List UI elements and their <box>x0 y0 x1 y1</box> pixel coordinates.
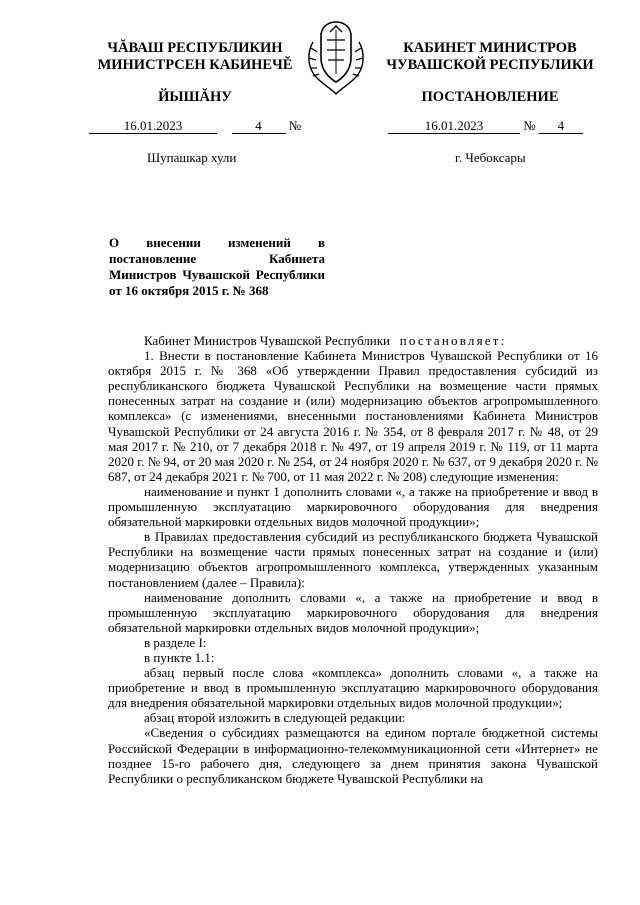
intro-spaced: постановляет: <box>399 333 507 348</box>
intro-lead: Кабинет Министров Чувашской Республики <box>144 333 390 348</box>
body-paragraph: в разделе I: <box>144 634 207 650</box>
body-paragraph: абзац первый после слова «комплекса» дополнить словами «, а также на приобретение и ввод в промышленную эксплуатацию маркировочного оборудования для внедрения обязательной маркировки отдельных видов молочной продукции»; <box>108 665 598 711</box>
left-date: 16.01.2023 <box>89 118 217 134</box>
left-org-line1: ЧĂВАШ РЕСПУБЛИКИН <box>107 40 283 56</box>
chuvash-coat-of-arms-icon <box>299 18 373 98</box>
right-number-sign: № <box>523 118 536 133</box>
right-number: 4 <box>539 118 583 134</box>
left-doc-type: ЙЫШĂНУ <box>158 89 232 105</box>
right-place: г. Чебоксары <box>455 150 526 165</box>
left-org-name <box>70 40 320 74</box>
right-doc-type: ПОСТАНОВЛЕНИЕ <box>421 89 559 105</box>
document-body <box>108 333 598 786</box>
intro-paragraph <box>108 333 598 348</box>
body-paragraph: «Сведения о субсидиях размещаются на едином портале бюджетной системы Российской Федерации в информационно-телекоммуникационной сети «Интернет» не позднее 15-го рабочего дня, следующего за днем принятия закона Чувашской Республики о республиканском бюджете Чувашской Республики на <box>108 725 598 786</box>
left-date-line <box>89 118 301 134</box>
right-date-line <box>388 118 583 134</box>
document-subject: О внесении изменений в постановление Кабинета Министров Чувашской Республики от 16 октября 2015 г. № 368 <box>109 235 325 298</box>
left-number: 4 <box>232 118 286 134</box>
body-paragraph: наименование дополнить словами «, а также на приобретение и ввод в промышленную эксплуатацию маркировочного оборудования для внедрения обязательной маркировки отдельных видов молочной продукции»; <box>108 589 598 635</box>
left-place: Шупашкар хули <box>147 150 237 165</box>
right-date: 16.01.2023 <box>388 118 520 134</box>
body-paragraph: абзац второй изложить в следующей редакции: <box>144 710 406 726</box>
right-org-line1: КАБИНЕТ МИНИСТРОВ <box>403 40 577 56</box>
right-org-name <box>365 40 615 74</box>
right-org-line2: ЧУВАШСКОЙ РЕСПУБЛИКИ <box>386 57 594 73</box>
body-paragraph: в Правилах предоставления субсидий из республиканского бюджета Чувашской Республики на возмещение части прямых понесенных затрат на создание и (или) модернизацию объектов агропромышленного комплекса, утвержденных указанным постановлением (далее – Правила): <box>108 529 598 590</box>
body-paragraph: в пункте 1.1: <box>144 649 215 665</box>
body-paragraph: наименование и пункт 1 дополнить словами «, а также на приобретение и ввод в промышленную эксплуатацию маркировочного оборудования для внедрения обязательной маркировки отдельных видов молочной продукции»; <box>108 483 598 530</box>
left-org-line2: МИНИСТРСЕН КАБИНЕЧĔ <box>97 57 293 73</box>
left-number-sign: № <box>288 118 302 133</box>
body-paragraph: 1. Внести в постановление Кабинета Министров Чувашской Республики от 16 октября 2015 г. № 368 «Об утверждении Правил предоставления субсидий из республиканского бюджета Чувашской Республики на возмещение части прямых понесенных затрат на создание и (или) модернизацию объектов агропромышленного комплекса» (с изменениями, внесенными постановлениями Кабинета Министров Чувашской Республики от 24 августа 2016 г. № 354, от 8 февраля 2017 г. № 48, от 29 мая 2017 г. № 210, от 7 декабря 2018 г. № 497, от 19 апреля 2019 г. № 119, от 11 марта 2020 г. № 94, от 20 мая 2020 г. № 254, от 24 ноября 2020 г. № 637, от 9 декабря 2020 г. № 687, от 24 декабря 2021 г. № 700, от 11 мая 2022 г. № 208) следующие изменения: <box>108 348 598 484</box>
